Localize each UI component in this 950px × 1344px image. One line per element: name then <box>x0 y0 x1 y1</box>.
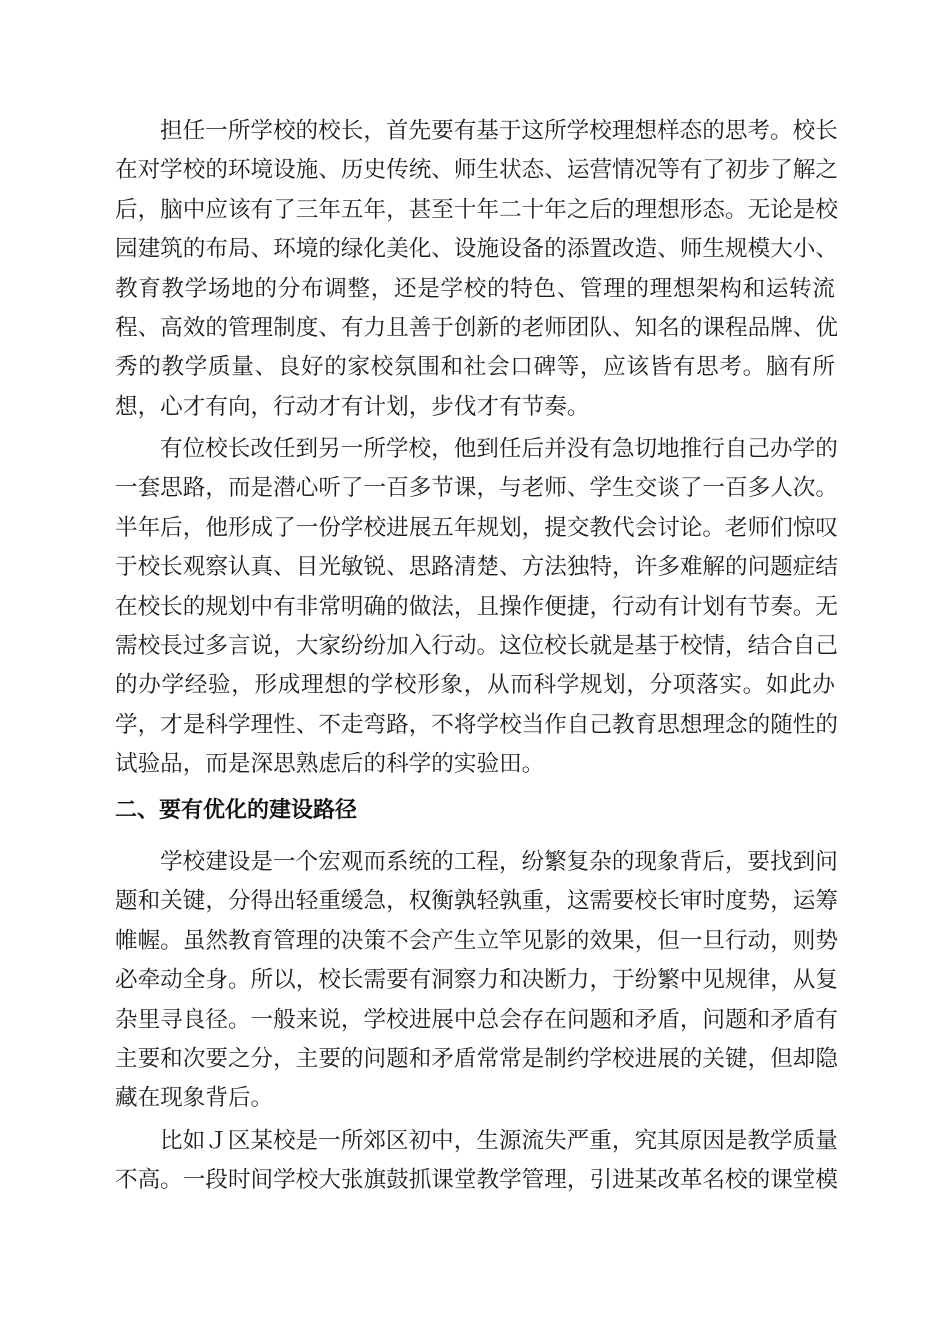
paragraph-line: 杂里寻良径。一般来说，学校进展中总会存在问题和矛盾，问题和矛盾有 <box>115 1006 838 1033</box>
paragraph-line: 在校长的规划中有非常明确的做法，且操作便捷，行动有计划有节奏。无 <box>115 593 838 620</box>
paragraph-line: 秀的教学质量、良好的家校氛围和社会口碑等，应该皆有思考。脑有所 <box>115 354 835 381</box>
paragraph-line: 想，心才有向，行动才有计划，步伐才有节奏。 <box>115 393 590 420</box>
paragraph-line: 必牵动全身。所以，校长需要有洞察力和决断力，于纷繁中见规律，从复 <box>115 967 838 994</box>
paragraph-line: 在对学校的环境设施、历史传统、师生状态、运营情况等有了初步了解之 <box>115 157 838 184</box>
paragraph-2 <box>115 430 838 785</box>
paragraph-1 <box>115 112 838 427</box>
paragraph-line: 后，脑中应该有了三年五年，甚至十年二十年之后的理想形态。无论是校 <box>115 196 838 223</box>
paragraph-line: 的办学经验，形成理想的学校形象，从而科学规划，分项落实。如此办 <box>115 672 835 699</box>
paragraph-line: 试验品，而是深思熟虑后的科学的实验田。 <box>115 751 545 778</box>
paragraph-line: 一套思路，而是潜心听了一百多节课，与老师、学生交谈了一百多人次。 <box>115 475 838 502</box>
paragraph-line: 于校长观察认真、目光敏锐、思路清楚、方法独特，许多难解的问题症结 <box>115 554 838 581</box>
paragraph-line: 帷幄。虽然教育管理的决策不会产生立竿见影的效果，但一旦行动，则势 <box>115 927 838 954</box>
section-heading: 二、要有优化的建设路径 <box>115 798 358 823</box>
paragraph-line: 园建筑的布局、环境的绿化美化、设施设备的添置改造、师生规模大小、 <box>115 236 838 263</box>
paragraph-line: 需校長过多言说，大家纷纷加入行动。这位校长就是基于校情，结合自己 <box>115 632 838 659</box>
paragraph-line: 担任一所学校的校长，首先要有基于这所学校理想样态的思考。校长 <box>160 118 838 144</box>
paragraph-line: 学校建设是一个宏观而系统的工程，纷繁复杂的现象背后，要找到问 <box>160 849 838 875</box>
paragraph-line: 藏在现象背后。 <box>115 1085 274 1112</box>
paragraph-line: 题和关键，分得出轻重缓急，权衡孰轻孰重，这需要校长审时度势，运筹 <box>115 888 838 915</box>
paragraph-3 <box>115 843 838 1119</box>
paragraph-line: 教育教学场地的分布调整，还是学校的特色、管理的理想架构和运转流 <box>115 275 835 302</box>
paragraph-line: 主要和次要之分，主要的问题和矛盾常常是制约学校进展的关键，但却隐 <box>115 1045 838 1072</box>
paragraph-4 <box>115 1122 838 1201</box>
paragraph-line: 学，才是科学理性、不走弯路，不将学校当作自己教育思想理念的随性的 <box>115 711 838 738</box>
paragraph-line: 比如Ｊ区某校是一所郊区初中，生源流失严重，究其原因是教学质量 <box>160 1128 838 1154</box>
paragraph-line: 程、高效的管理制度、有力且善于创新的老师团队、知名的课程品牌、优 <box>115 314 838 341</box>
paragraph-line: 半年后，他形成了一份学校进展五年规划，提交教代会讨论。老师们惊叹 <box>115 514 838 541</box>
paragraph-line: 有位校长改任到另一所学校，他到任后并没有急切地推行自己办学的 <box>160 436 838 462</box>
paragraph-line: 不高。一段时间学校大张旗鼓抓课堂教学管理，引进某改革名校的课堂模 <box>115 1167 838 1194</box>
